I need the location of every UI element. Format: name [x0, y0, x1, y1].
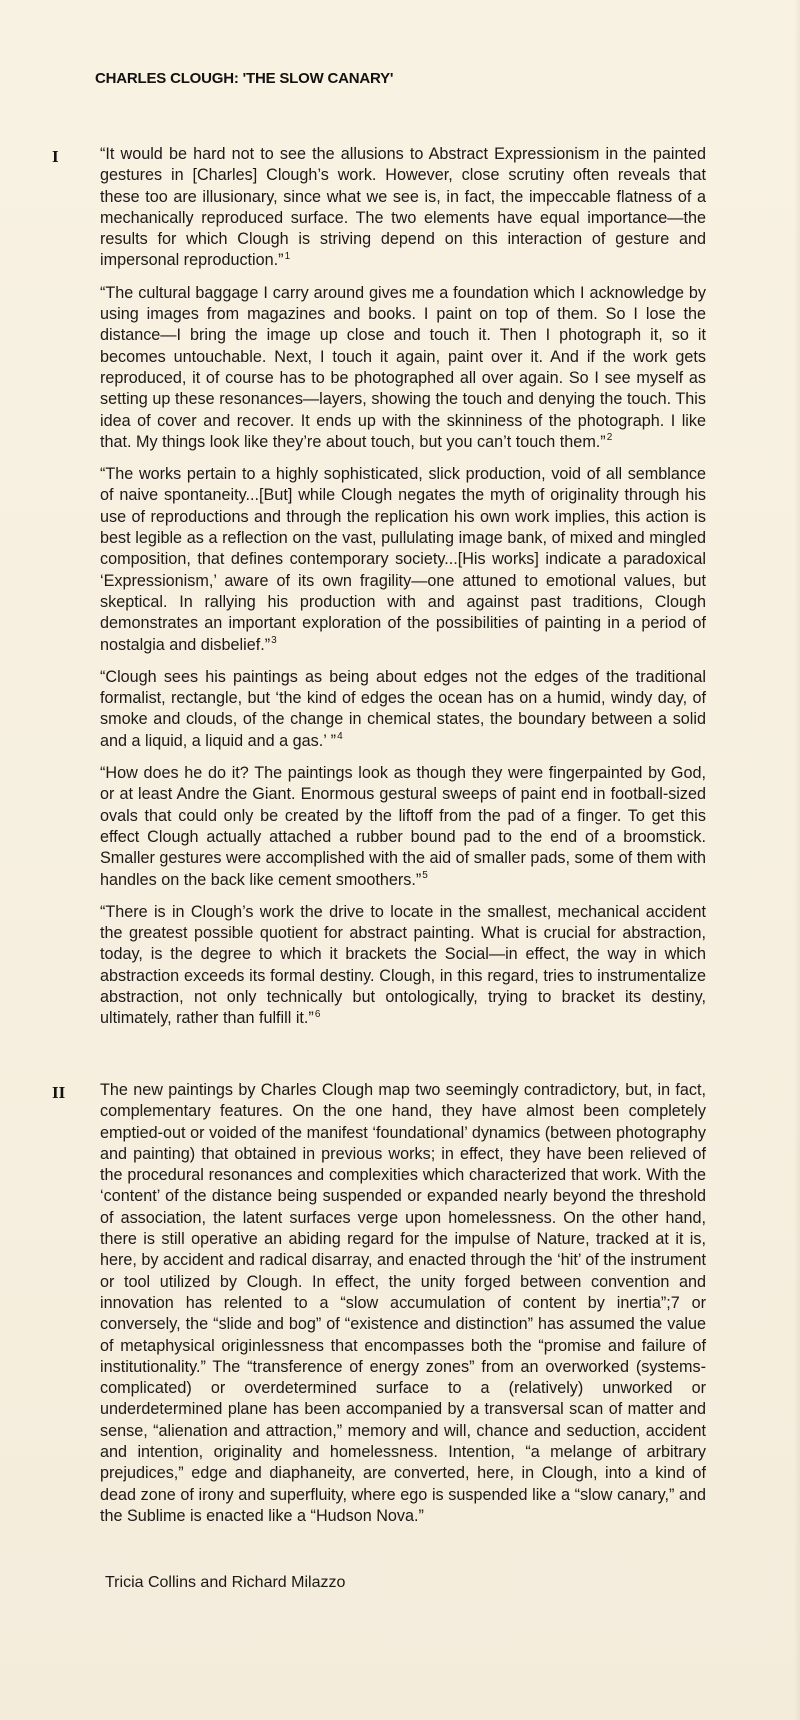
paragraph-text: “Clough sees his paintings as being about edges not the edges of the traditional formalist, rectangle, but ‘the kind of edges the ocean has on a humid, windy day, of smoke and clouds, of the change in chemical states, the boundary between a solid and a liquid, a liquid and a gas.’ ” [100, 667, 706, 750]
paragraph-text: “There is in Clough’s work the drive to locate in the smallest, mechanical accident the greatest possible quotient for abstract painting. What is crucial for abstraction, today, is the degree to which it brackets the Social—in effect, the way in which abstraction exceeds its formal destiny. Clough, in this regard, tries to instrumentalize abstraction, not only technically but ontologically, trying to bracket its destiny, ultimately, rather than fulfill it.” [100, 902, 706, 1028]
paragraph-text: “The works pertain to a highly sophisticated, slick production, void of all semblance of naive spontaneity...[But] while Clough negates the myth of originality through his use of reproductions and through the replication his own work implies, this action is best legible as a reflection on the vast, pullulating image bank, of mixed and mingled composition, that defines contemporary society...[His works] indicate a paradoxical ‘Expressionism,’ aware of its own fragility—one attuned to emotional values, but skeptical. In rallying his production with and against past traditions, Clough demonstrates an important exploration of the possibilities of painting in a period of nostalgia and disbelief.” [100, 465, 706, 654]
footnote-marker: 1 [284, 251, 291, 263]
footnote-marker: 4 [337, 731, 343, 743]
paragraph [100, 902, 706, 1030]
paragraph-text: “It would be hard not to see the allusions to Abstract Expressionism in the painted gestures in [Charles] Clough’s work. However, close scrutiny often reveals that these too are illusionary, since what we see is, in fact, the impeccable flatness of a mechanically reproduced surface. The two elements have equal importance—the results for which Clough is striving depend on this interaction of gesture and impersonal reproduction.” [100, 145, 706, 270]
footnote-marker: 3 [271, 635, 277, 647]
paragraph [100, 464, 706, 656]
page-edge-shadow [794, 0, 800, 1720]
paragraph [100, 667, 706, 752]
page-title: CHARLES CLOUGH: 'THE SLOW CANARY' [95, 70, 394, 87]
paragraph-text: “How does he do it? The paintings look as though they were fingerpainted by God, or at least Andre the Giant. Enormous gestural sweeps of paint end in football-sized ovals that could only be created by the liftoff from the pad of a finger. To get this effect Clough actually attached a rubber bound pad to the end of a broomstick. Smaller gestures were accomplished with the aid of smaller pads, some of them with handles on the back like cement smoothers.” [100, 764, 706, 889]
footnote-marker: 2 [606, 432, 613, 444]
paragraph-text: The new paintings by Charles Clough map two seemingly contradictory, but, in fact, complementary features. On the one hand, they have almost been completely emptied-out or voided of the manifest ‘foundational’ dynamics (between photography and painting) that obtained in previous works; in effect, they have been relieved of the procedural resonances and complexities which characterized that work. With the ‘content’ of the distance being suspended or expanded nearly beyond the threshold of association, the latent surfaces verge upon homelessness. On the other hand, there is still operative an abiding regard for the impulse of Nature, tracked at it is, here, by accident and radical disarray, and enacted through the ‘hit’ of the instrument or tool utilized by Clough. In effect, the unity forged between convention and innovation has relented to a “slow accumulation of content by inertia”;7 or conversely, the “slide and bog” of “existence and distinction” has assumed the value of metaphysical originlessness that encompasses both the “promise and failure of institutionality.” The “transference of energy zones” from an overworked (systems-complicated) or overdetermined surface to a (relatively) unworked or underdetermined plane has been accompanied by a transversal scan of matter and sense, “alienation and attraction,” memory and will, chance and seduction, accident and intention, originality and homelessness. Intention, “a melange of arbitrary prejudices,” edge and diaphaneity, are converted, here, in Clough, into a kind of dead zone of irony and superfluity, where ego is suspended like a “slow canary,” and the Sublime is enacted like a “Hudson Nova.” [100, 1081, 706, 1525]
footnote-marker: 5 [422, 870, 428, 882]
section-1-text [100, 144, 706, 1041]
section-numeral-1: I [52, 147, 59, 166]
paragraph-text: “The cultural baggage I carry around gives me a foundation which I acknowledge by using images from magazines and books. I paint on top of them. So I lose the distance—I bring the image up close and touch it. Then I photograph it, so it becomes untouchable. Next, I touch it again, paint over it. And if the work gets reproduced, it of course has to be photographed all over again. So I see myself as setting up these resonances—layers, showing the touch and denying the touch. This idea of cover and recover. It ends up with the skinniness of the photograph. I like that. My things look like they’re about touch, but you can’t touch them.” [100, 283, 706, 451]
paragraph [100, 763, 706, 891]
section-numeral-2: II [52, 1083, 66, 1102]
paragraph [100, 144, 706, 272]
footnote-marker: 6 [314, 1008, 321, 1020]
section-2-text [100, 1080, 706, 1538]
paragraph [100, 283, 706, 453]
author-signature: Tricia Collins and Richard Milazzo [105, 1574, 346, 1591]
paragraph [100, 1080, 706, 1527]
